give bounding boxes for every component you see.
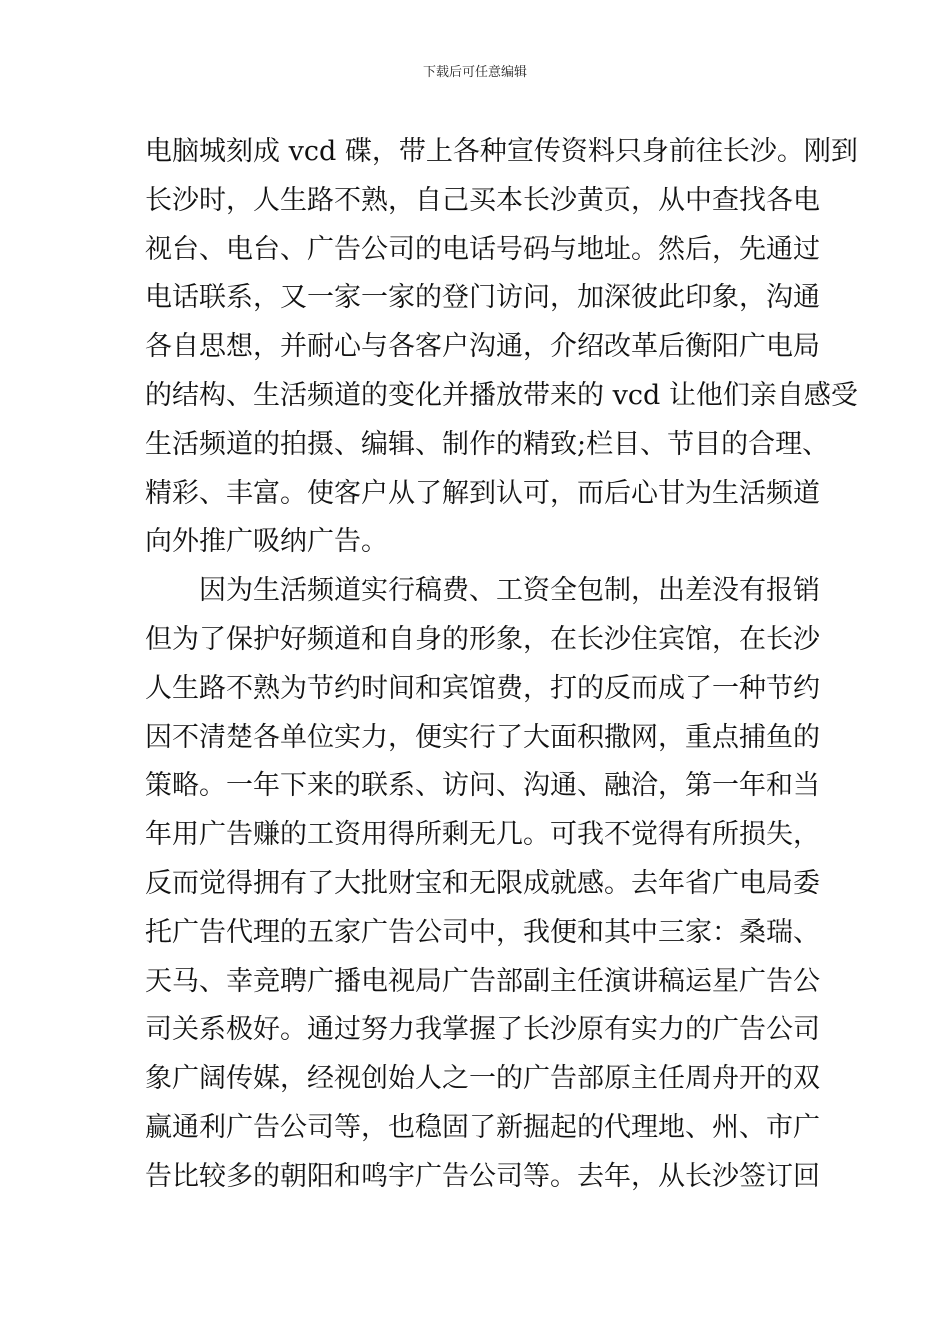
text-line: 人生路不熟为节约时间和宾馆费，打的反而成了一种节约 [145,672,820,704]
text-line: 象广阔传媒，经视创始人之一的广告部原主任周舟开的双 [145,1063,820,1095]
text-line: 司关系极好。通过努力我掌握了长沙原有实力的广告公司 [145,1014,820,1046]
text-line: 反而觉得拥有了大批财宝和无限成就感。去年省广电局委 [145,867,820,899]
document-body [145,128,858,1202]
text-line: 告比较多的朝阳和鸣宇广告公司等。去年，从长沙签订回 [145,1160,820,1192]
paragraph-2 [145,567,820,1201]
text-line: 长沙时，人生路不熟，自己买本长沙黄页，从中查找各电 [145,184,820,216]
text-line: 赢通利广告公司等，也稳固了新掘起的代理地、州、市广 [145,1111,820,1143]
text-line: 向外推广吸纳广告。 [145,526,388,558]
paragraph-1 [145,128,858,567]
text-line: 策略。一年下来的联系、访问、沟通、融洽，第一年和当 [145,770,820,802]
text-line: 因不清楚各单位实力，便实行了大面积撒网，重点捕鱼的 [145,721,820,753]
text-line: 但为了保护好频道和自身的形象，在长沙住宾馆，在长沙 [145,623,820,655]
text-line: 各自思想，并耐心与各客户沟通，介绍改革后衡阳广电局 [145,331,820,363]
text-line: 托广告代理的五家广告公司中，我便和其中三家：桑瑞、 [145,916,820,948]
text-line-indented: 因为生活频道实行稿费、工资全包制，出差没有报销 [199,575,820,607]
text-line: 视台、电台、广告公司的电话号码与地址。然后，先通过 [145,233,820,265]
page-header-note: 下载后可任意编辑 [422,65,527,80]
text-line: 电话联系，又一家一家的登门访问，加深彼此印象，沟通 [145,282,820,314]
text-line: 的结构、生活频道的变化并播放带来的 vcd 让他们亲自感受 [145,379,858,411]
text-line: 年用广告赚的工资用得所剩无几。可我不觉得有所损失， [145,819,820,851]
text-line: 精彩、丰富。使客户从了解到认可，而后心甘为生活频道 [145,477,820,509]
text-line: 生活频道的拍摄、编辑、制作的精致;栏目、节目的合理、 [145,428,830,460]
text-line: 天马、幸竞聘广播电视局广告部副主任演讲稿运星广告公 [145,965,820,997]
text-line: 电脑城刻成 vcd 碟，带上各种宣传资料只身前往长沙。刚到 [145,136,858,167]
